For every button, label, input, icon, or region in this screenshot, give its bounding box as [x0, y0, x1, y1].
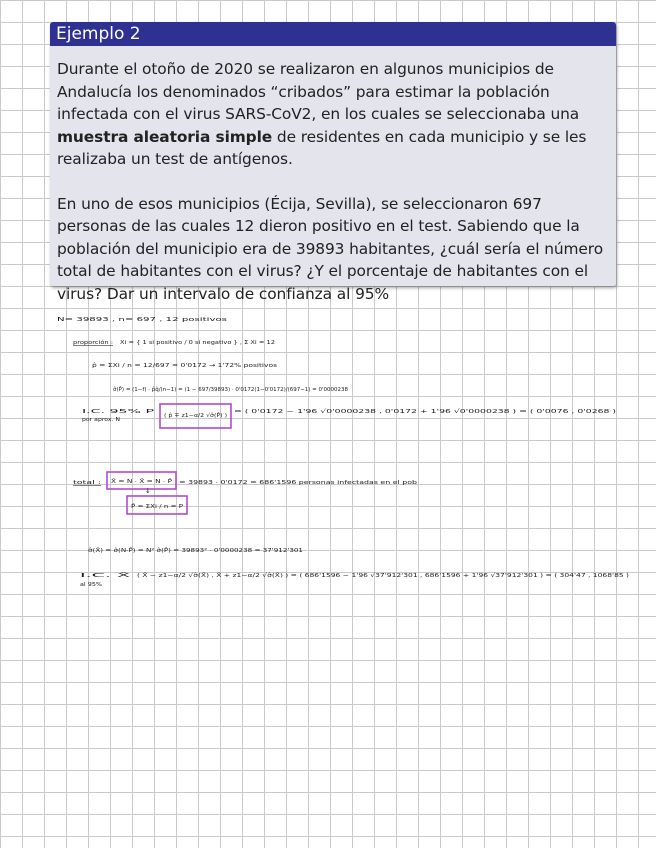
example-title: Ejemplo 2 [50, 22, 616, 46]
note-p-hat: p̂ = ΣXi / n = 12/697 = 0'0172 → 1'72% positivos [92, 363, 278, 369]
paragraph-1-text-a: Durante el otoño de 2020 se realizaron en algunos municipios de Andalucía los denominados “cribados” para estimar la población infectada con el virus SARS-CoV2, en los cuales se seleccionaba una [57, 60, 580, 123]
note-ic-sub: por aprox. N [82, 417, 120, 423]
note-ic-box-formula: ( p̂ ∓ z1−α/2 √σ̂(P̂) ) [164, 413, 221, 419]
down-arrow-mark: ↓ [145, 487, 151, 495]
note-xi-definition: Xi = { 1 si positivo / 0 si negativo } , Σ Xi = 12 [120, 340, 275, 346]
note-variance-p: σ̂(P̂) = (1−f) · p̂q̂/(n−1) = (1 − 697/39893) · 0'0172(1−0'0172)/(697−1) = 0'0000238 [113, 387, 353, 393]
note-proportion-label: proporción : [73, 340, 107, 346]
note-total-label: total : [73, 480, 102, 486]
note-p-box-formula: P̂ = ΣXi / n = P [131, 504, 173, 510]
note-variance-total: σ̂(X̂) = σ̂(N·P̂) = N² σ̂(P̂) = 39893² · 0'0000238 = 37'912'301 [88, 548, 257, 554]
note-ic-result: = ( 0'0172 − 1'96 √0'0000238 , 0'0172 + 1'96 √0'0000238 ) = ( 0'0076 , 0'0268 ) [234, 409, 465, 415]
note-ic-label: I.C. 95% P [82, 409, 156, 415]
note-total-result: = 39893 · 0'0172 = 686'1596 personas infectadas en el pob [179, 480, 418, 486]
note-total-box-formula: X̂ = N · X̄ = N · P̂ [111, 479, 158, 485]
note-ic2-sub: al 95% [80, 582, 102, 588]
example-paragraph-2: En uno de esos municipios (Écija, Sevilla), se seleccionaron 697 personas de las cuales 12 dieron positivo en el test. Sabiendo que la población del municipio era de 39893 habitantes, ¿cuál sería el número total de habitantes con el virus? ¿Y el porcentaje de habitantes con el virus? Dar un intervalo de confianza al 95% [57, 194, 604, 303]
paragraph-1-text-b: de residentes en cada municipio y se les realizaba un test de antígenos. [57, 127, 587, 168]
note-ic2-result: ( X̂ − z1−α/2 √σ̂(X̂) , X̂ + z1−α/2 √σ̂(X̂) ) = ( 686'1596 − 1'96 √37'912'301 , 686'1596 + 1'96 √37'912'301 ) = ( 304'47 , 1068'85 ) [137, 573, 503, 579]
note-givens: N= 39893 , n= 697 , 12 positivos [57, 317, 228, 323]
paragraph-1-bold: muestra aleatoria simple [57, 127, 273, 146]
note-ic2-label: I.C. X̂ [80, 573, 95, 579]
